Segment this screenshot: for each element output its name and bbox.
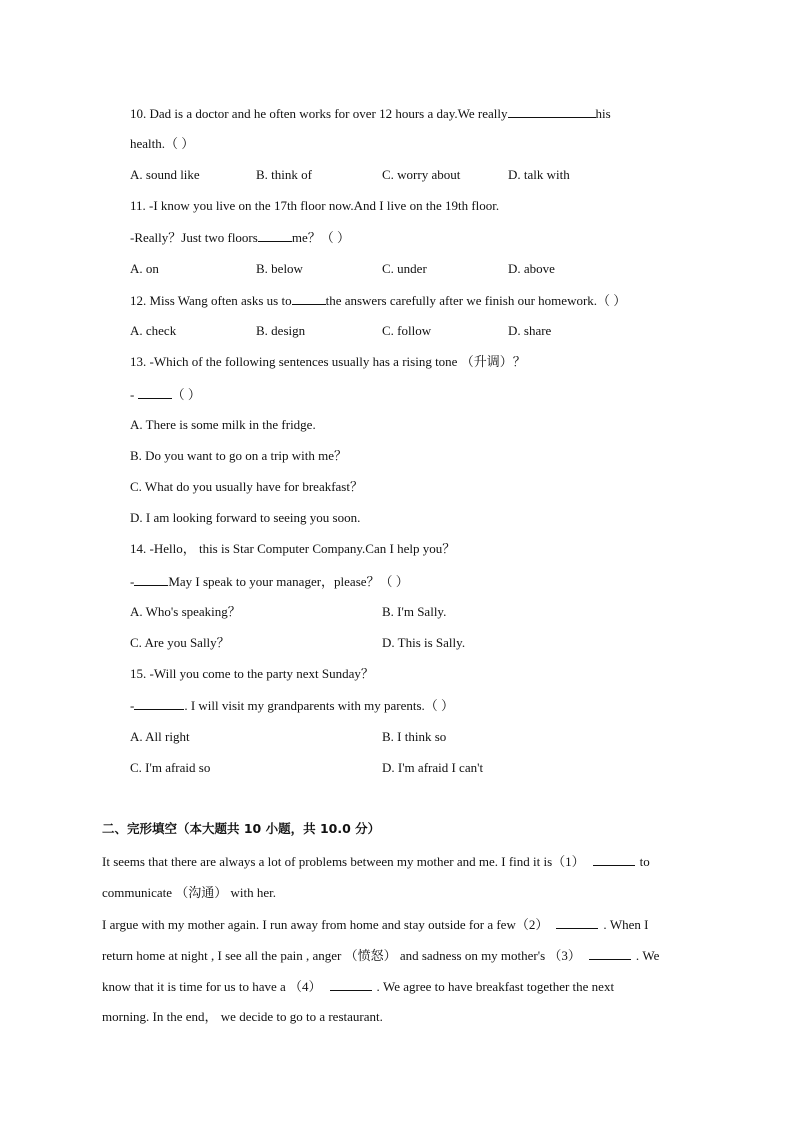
answer-blank[interactable] xyxy=(134,572,168,586)
passage-line: return home at night , I see all the pain , anger （愤怒） and sadness on my mother's （3） . We xyxy=(102,948,660,963)
passage-blank-1[interactable] xyxy=(593,852,635,866)
option-d[interactable]: D. I'm afraid I can't xyxy=(382,760,484,775)
option-d[interactable]: D. share xyxy=(508,323,552,338)
answer-blank[interactable] xyxy=(292,291,326,305)
option-b[interactable]: B. below xyxy=(256,261,303,276)
option-c[interactable]: C. worry about xyxy=(382,167,461,182)
answer-blank[interactable] xyxy=(258,228,292,242)
option-d[interactable]: D. I am looking forward to seeing you soon. xyxy=(130,510,361,525)
question-11-stem: 11. -I know you live on the 17th floor now.And I live on the 19th floor. xyxy=(130,198,500,213)
option-b[interactable]: B. Do you want to go on a trip with me？ xyxy=(130,448,348,463)
question-14-stem-cont: - May I speak to your manager，please？（ ） xyxy=(130,574,409,589)
option-c[interactable]: C. under xyxy=(382,261,427,276)
answer-blank[interactable] xyxy=(134,696,184,710)
question-15-stem-cont: - . I will visit my grandparents with my parents.（ ） xyxy=(130,698,455,713)
passage-blank-4[interactable] xyxy=(330,977,372,991)
option-c[interactable]: C. What do you usually have for breakfast？ xyxy=(130,479,363,494)
question-13-stem: 13. -Which of the following sentences usually has a rising tone （升调）？ xyxy=(130,354,526,369)
question-15-stem: 15. -Will you come to the party next Sunday？ xyxy=(130,666,374,681)
passage-line: It seems that there are always a lot of problems between my mother and me. I find it is（1） to xyxy=(102,854,650,869)
option-b[interactable]: B. I think so xyxy=(382,729,447,744)
option-b[interactable]: B. design xyxy=(256,323,306,338)
question-14-stem: 14. -Hello， this is Star Computer Company.Can I help you？ xyxy=(130,541,456,556)
option-b[interactable]: B. think of xyxy=(256,167,312,182)
option-a[interactable]: A. All right xyxy=(130,729,190,744)
option-a[interactable]: A. sound like xyxy=(130,167,200,182)
option-d[interactable]: D. above xyxy=(508,261,555,276)
option-a[interactable]: A. Who's speaking？ xyxy=(130,604,241,619)
passage-blank-3[interactable] xyxy=(589,946,631,960)
option-c[interactable]: C. follow xyxy=(382,323,432,338)
option-b[interactable]: B. I'm Sally. xyxy=(382,604,447,619)
option-c[interactable]: C. Are you Sally？ xyxy=(130,635,230,650)
section-heading: 二、完形填空（本大题共 10 小题，共 10.0 分） xyxy=(102,821,381,836)
option-d[interactable]: D. talk with xyxy=(508,167,570,182)
question-10-stem-cont: health.（ ） xyxy=(130,136,195,151)
answer-blank[interactable] xyxy=(138,385,172,399)
passage-line: morning. In the end， we decide to go to a restaurant. xyxy=(102,1009,383,1024)
option-a[interactable]: A. There is some milk in the fridge. xyxy=(130,417,316,432)
question-12-stem: 12. Miss Wang often asks us to the answers carefully after we finish our homework.（ ） xyxy=(130,293,627,308)
passage-line: I argue with my mother again. I run away from home and stay outside for a few（2） . When I xyxy=(102,917,649,932)
option-d[interactable]: D. This is Sally. xyxy=(382,635,466,650)
answer-blank[interactable] xyxy=(508,104,596,118)
option-c[interactable]: C. I'm afraid so xyxy=(130,760,211,775)
passage-line: know that it is time for us to have a （4） . We agree to have breakfast together the next xyxy=(102,979,615,994)
passage-blank-2[interactable] xyxy=(556,915,598,929)
option-a[interactable]: A. check xyxy=(130,323,177,338)
option-a[interactable]: A. on xyxy=(130,261,159,276)
question-10-stem: 10. Dad is a doctor and he often works for over 12 hours a day.We really his xyxy=(130,106,611,121)
passage-line: communicate （沟通） with her. xyxy=(102,885,277,900)
question-13-stem-cont: - （ ） xyxy=(130,387,201,402)
question-11-stem-cont: -Really？Just two floors me？（ ） xyxy=(130,230,350,245)
